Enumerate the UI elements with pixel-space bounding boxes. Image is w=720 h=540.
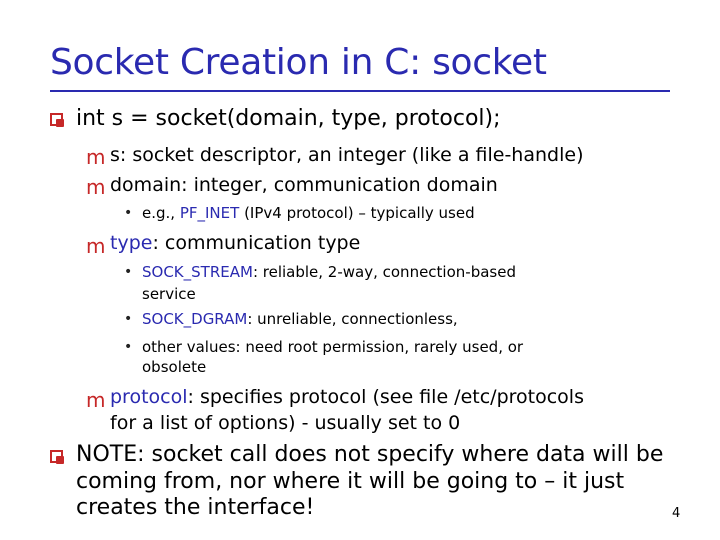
sub-sub-bullet-text: other values: need root permission, rarely used, or — [142, 338, 524, 356]
bullet-m-icon: m — [86, 388, 106, 412]
sub-sub-bullet-text — [142, 204, 475, 222]
text-segment: (IPv4 protocol) – typically used — [239, 204, 475, 222]
keyword: SOCK_STREAM — [142, 263, 253, 281]
bullet-m-icon: m — [86, 145, 106, 169]
sub-bullet-text — [110, 386, 584, 408]
bullet-text: int s = socket(domain, type, protocol); — [76, 106, 501, 131]
sub-sub-bullet-text: obsolete — [142, 358, 207, 376]
sub-bullet-text: for a list of options) - usually set to 0 — [110, 412, 461, 434]
bullet-text: coming from, nor where it will be going to – it just — [76, 469, 625, 494]
bullet-square-icon — [50, 450, 63, 463]
text-segment: e.g., — [142, 204, 180, 222]
sub-sub-bullet-text — [142, 310, 458, 328]
sub-sub-bullet-text — [142, 263, 516, 281]
title-underline — [50, 90, 670, 92]
bullet-dot-icon: • — [124, 339, 133, 355]
bullet-dot-icon: • — [124, 311, 133, 327]
keyword: protocol — [110, 386, 188, 408]
sub-bullet-text — [110, 232, 360, 254]
sub-bullet-text: s: socket descriptor, an integer (like a file-handle) — [110, 144, 584, 166]
sub-sub-bullet-text: service — [142, 285, 196, 303]
text-segment: : reliable, 2-way, connection-based — [252, 263, 516, 281]
sub-bullet-text: domain: integer, communication domain — [110, 174, 498, 196]
bullet-m-icon: m — [86, 175, 106, 199]
text-segment: : unreliable, connectionless, — [247, 310, 458, 328]
slide-title: Socket Creation in C: socket — [50, 42, 547, 83]
bullet-dot-icon: • — [124, 205, 133, 221]
text-segment: : specifies protocol (see file /etc/protocols — [187, 386, 584, 408]
text-segment: : communication type — [152, 232, 361, 254]
bullet-dot-icon: • — [124, 264, 133, 280]
keyword: PF_INET — [179, 204, 240, 222]
bullet-square-icon — [50, 113, 63, 126]
bullet-m-icon: m — [86, 234, 106, 258]
page-number: 4 — [672, 506, 681, 521]
keyword: type — [110, 232, 153, 254]
keyword: SOCK_DGRAM — [142, 310, 248, 328]
bullet-text: creates the interface! — [76, 495, 315, 520]
bullet-text: NOTE: socket call does not specify where data will be — [76, 442, 664, 467]
